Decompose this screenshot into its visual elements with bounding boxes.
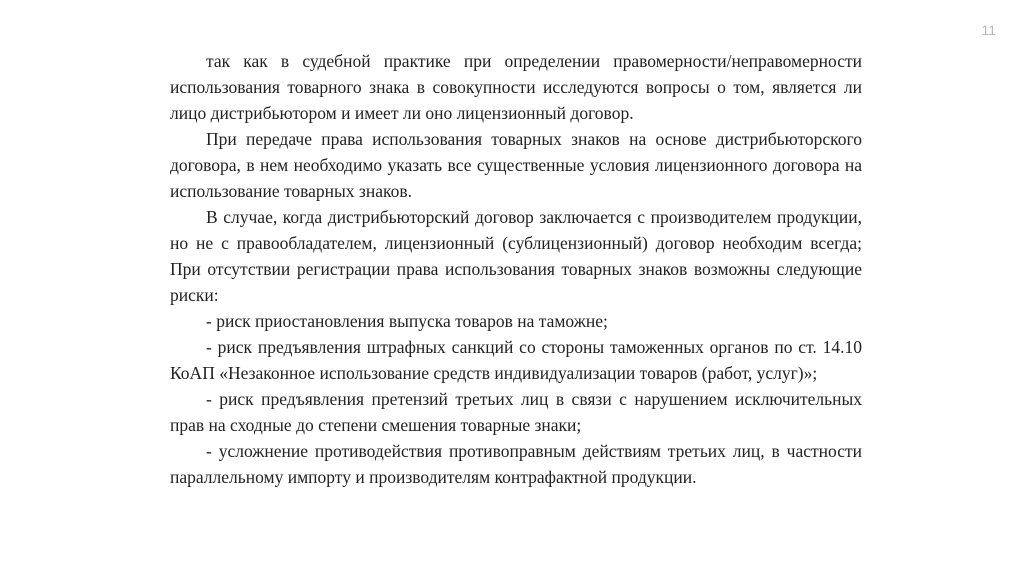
paragraph-judicial-practice: так как в судебной практике при определении правомерности/неправомерности использования товарного знака в совокупности исследуются вопросы о том, является ли лицо дистрибьютором и имеет ли оно лицензионный договор. [170, 51, 862, 123]
paragraph-license-requirement: В случае, когда дистрибьюторский договор заключается с производителем продукции, но не с правообладателем, лицензионный (сублицензионный) договор необходим всегда; При отсутствии регистрации права использования товарных знаков возможны следующие риски: [170, 207, 862, 305]
paragraph-distribution-agreement: При передаче права использования товарных знаков на основе дистрибьюторского договора, в нем необходимо указать все существенные условия лицензионного договора на использование товарных знаков. [170, 129, 862, 201]
page-number: 11 [981, 22, 996, 38]
risk-item-third-party-claims: - риск предъявления претензий третьих лиц в связи с нарушением исключительных прав на сходные до степени смешения товарные знаки; [170, 389, 862, 435]
slide-text-body [170, 48, 862, 490]
risk-item-customs-suspension: - риск приостановления выпуска товаров на таможне; [206, 311, 608, 331]
risk-item-customs-penalties: - риск предъявления штрафных санкций со стороны таможенных органов по ст. 14.10 КоАП «Незаконное использование средств индивидуализации товаров (работ, услуг)»; [170, 337, 862, 383]
risk-item-parallel-import: - усложнение противодействия противоправным действиям третьих лиц, в частности параллельному импорту и производителям контрафактной продукции. [170, 441, 862, 487]
